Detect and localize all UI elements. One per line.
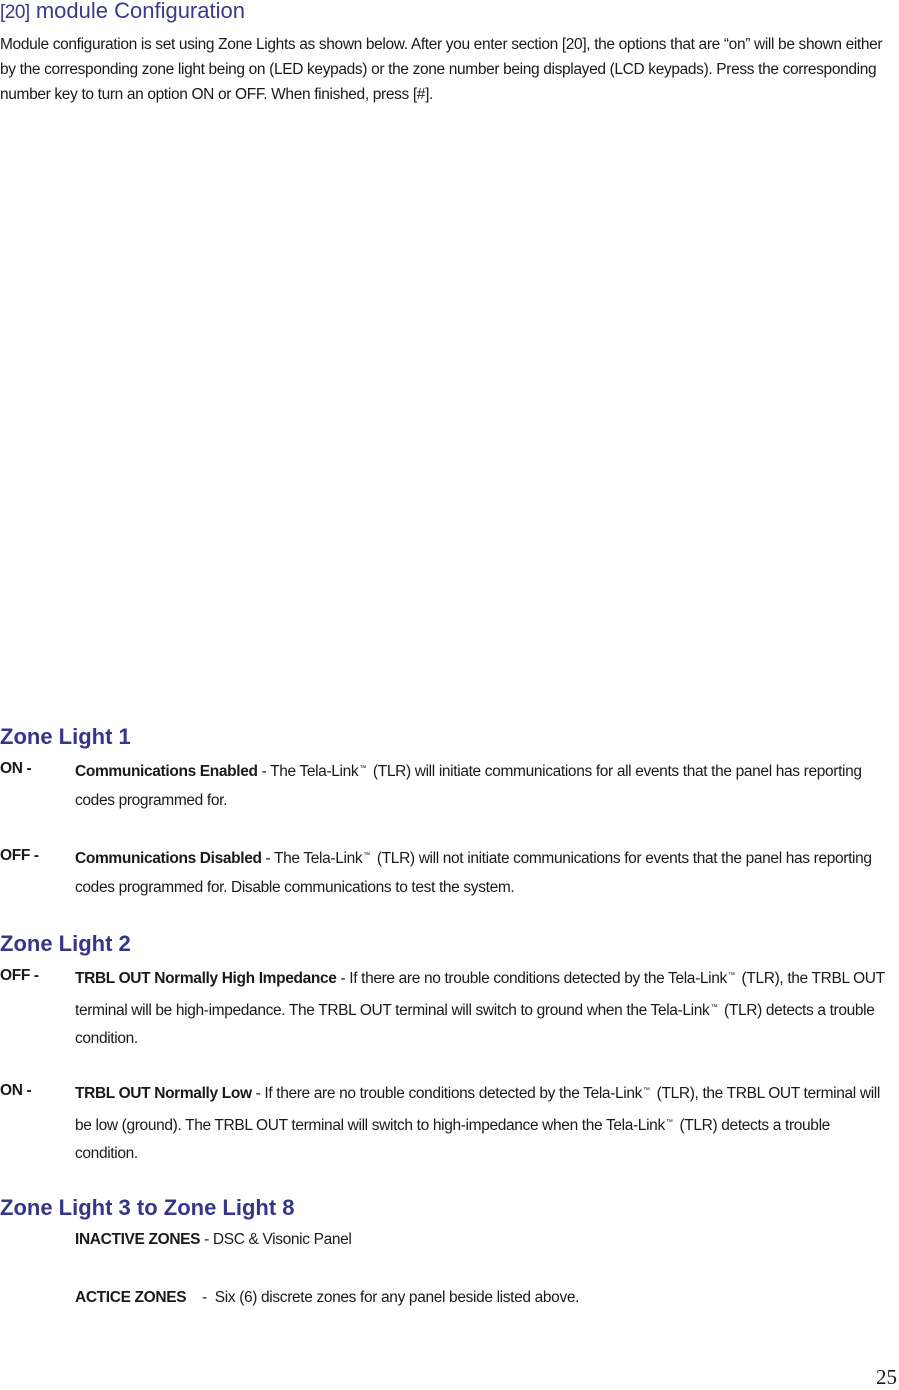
trademark-mark: ™ <box>643 1087 650 1094</box>
entry-name: ACTICE ZONES <box>75 1289 187 1306</box>
option-text-rest: (TLR) will initiate communications for all events that the panel has reporting codes programmed for. <box>75 763 862 809</box>
option-name: TRBL OUT Normally High Impedance <box>75 970 337 987</box>
option-description <box>75 842 890 902</box>
zone-lights-figure-area <box>0 120 899 710</box>
zone-light-2-heading: Zone Light 2 <box>0 931 131 956</box>
option-description <box>75 962 890 1054</box>
active-zones-entry <box>75 1289 579 1307</box>
option-state-label: OFF - <box>0 967 39 984</box>
option-description <box>75 755 890 815</box>
option-name: TRBL OUT Normally Low <box>75 1085 252 1102</box>
option-text: - The Tela-Link <box>261 850 363 867</box>
option-state-label: ON - <box>0 1082 32 1099</box>
zone2-on-option <box>0 1077 890 1169</box>
zone-light-3-to-8-heading: Zone Light 3 to Zone Light 8 <box>0 1195 295 1220</box>
zone2-off-option <box>0 962 890 1054</box>
trademark-mark: ™ <box>727 972 735 979</box>
option-text: - The Tela-Link <box>257 763 359 780</box>
option-text: - If there are no trouble conditions detected by the Tela-Link <box>336 970 727 987</box>
entry-text: - Six (6) discrete zones for any panel beside listed above. <box>186 1289 580 1306</box>
option-description <box>75 1077 890 1169</box>
option-state-label: ON - <box>0 760 32 777</box>
zone-light-1-heading: Zone Light 1 <box>0 724 131 749</box>
zone1-on-option <box>0 755 890 815</box>
option-state-label: OFF - <box>0 847 39 864</box>
option-text-rest: (TLR) will not initiate communications for events that the panel has reporting codes programmed for. Disable communications to test the system. <box>75 850 872 896</box>
intro-paragraph: Module configuration is set using Zone Lights as shown below. After you enter section [20], the options that are “on” will be shown either by the corresponding zone light being on (LED keypads) or the zone number being displayed (LCD keypads). Press the corresponding number key to turn an option ON or OFF. When finished, press [#]. <box>0 36 883 103</box>
zone1-off-option <box>0 842 890 902</box>
trademark-mark: ™ <box>359 765 366 772</box>
section-title-text: module Configuration <box>35 0 245 23</box>
option-text: - If there are no trouble conditions detected by the Tela-Link <box>251 1085 643 1102</box>
option-text-mid: (TLR), the TRBL OUT terminal will be low (ground). The TRBL OUT terminal will switch to high-impedance when the Tela-Link <box>75 1085 880 1134</box>
option-name: Communications Disabled <box>75 850 262 867</box>
option-text-rest: (TLR) detects a trouble condition. <box>75 1116 830 1162</box>
page-number: 25 <box>876 1365 897 1389</box>
inactive-zones-entry <box>75 1231 352 1249</box>
trademark-mark: ™ <box>710 1003 718 1011</box>
trademark-mark: ™ <box>363 852 370 859</box>
option-text-rest: (TLR) detects a trouble condition. <box>75 1001 875 1047</box>
entry-text: - DSC & Visonic Panel <box>200 1231 352 1248</box>
option-text-mid: (TLR), the TRBL OUT terminal will be high-impedance. The TRBL OUT terminal will switch to ground when the Tela-Link <box>75 970 885 1019</box>
section-number: [20] <box>0 2 30 23</box>
entry-name: INACTIVE ZONES <box>75 1231 201 1248</box>
option-name: Communications Enabled <box>75 763 258 780</box>
section-title <box>0 0 245 24</box>
trademark-mark: ™ <box>665 1118 673 1126</box>
